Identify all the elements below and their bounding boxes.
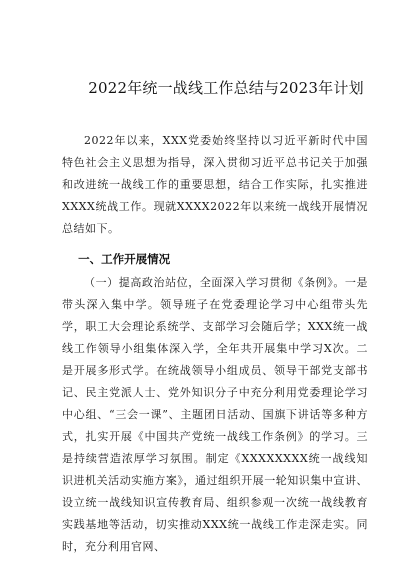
intro-paragraph: 2022年以来，XXX党委始终坚持以习近平新时代中国特色社会主义思想为指导，深入贯彻习近平总书记关于加强和改进统一战线工作的重要思想，结合工作实际，扎实推进XXXX统战工作。现就XXXX2022年以来统一战线开展情况总结如下。: [62, 134, 368, 235]
section-heading: 一、工作开展情况: [78, 252, 171, 266]
document-title: 2022年统一战线工作总结与2023年计划: [88, 79, 364, 97]
body-paragraph: （一）提高政治站位，全面深入学习贯彻《条例》。一是带头深入集中学。领导班子在党委理论学习中心组带头先学，职工大会理论系统学、支部学习会随后学；XXX统一战线工作领导小组集体深入学，全年共开展集中学习X次。二是开展多形式学。在统战领导小组成员、领导干部党支部书记、民主党派人士、党外知识分子中充分利用党委理论学习中心组、“三会一课”、主题团日活动、国旗下讲话等多种方式，扎实开展《中国共产党统一战线工作条例》的学习。三是持续营造浓厚学习氛围。制定《XXXXXXXX统一战线知识进机关活动实施方案》，通过组织开展一轮知识集中宣讲、设立统一战线知识宣传教育局、组织参观一次统一战线教育实践基地等活动，切实推动XXX统一战线工作走深走实。同时，充分利用官网、: [62, 276, 368, 553]
